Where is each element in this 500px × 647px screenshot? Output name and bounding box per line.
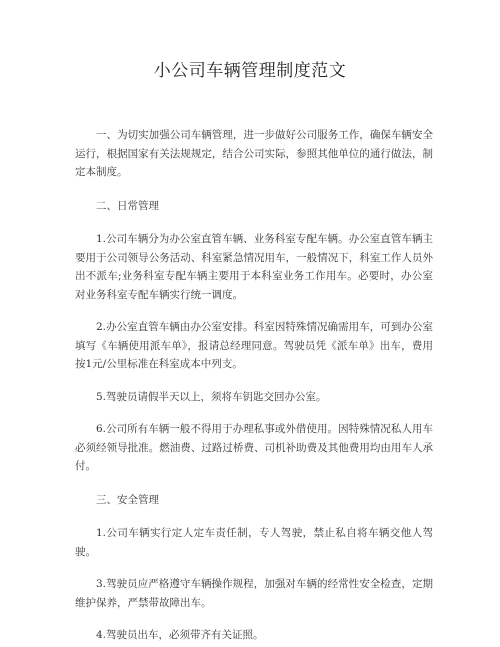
document-body: [75, 126, 433, 645]
paragraph-daily-5: 5.驾驶员请假半天以上，须将车钥匙交回办公室。: [96, 390, 327, 403]
paragraph-safety-3: 3.驾驶员应严格遵守车辆操作规程，加强对车辆的经常性安全检查，定期维护保养，严禁带故障出车。: [75, 578, 433, 609]
paragraph-daily-2: 2.办公室直管车辆由办公室安排。科室因特殊情况确需用车，可到办公室填写《车辆使用派车单》，报请总经理同意。驾驶员凭《派车单》出车，费用按1元/公里标准在科室成本中列支。: [75, 321, 433, 370]
paragraph-daily-1: 1.公司车辆分为办公室直管车辆、业务科室专配车辆。办公室直管车辆主要用于公司领导公务活动、科室紧急情况用车，一般情况下，科室工作人员外出不派车;业务科室专配车辆主要用于本科室业务工作用车。必要时，办公室对业务科室专配车辆实行统一调度。: [75, 233, 433, 301]
paragraph-safety-1: 1.公司车辆实行定人定车责任制，专人驾驶，禁止私自将车辆交他人驾驶。: [75, 527, 433, 558]
paragraph-safety-4: 4.驾驶员出车，必须带齐有关证照。: [96, 629, 264, 641]
section-heading-safety-management: 三、安全管理: [96, 493, 159, 506]
section-heading-daily-management: 二、日常管理: [96, 199, 159, 212]
paragraph-daily-6: 6.公司所有车辆一般不得用于办理私事或外借使用。因特殊情况私人用车必须经领导批准。燃油费、过路过桥费、司机补助费及其他费用均由用车人承付。: [75, 423, 433, 472]
document-title: 小公司车辆管理制度范文: [153, 61, 347, 81]
paragraph-intro: 一、为切实加强公司车辆管理，进一步做好公司服务工作，确保车辆安全运行，根据国家有关法规规定，结合公司实际，参照其他单位的通行做法，制定本制度。: [75, 129, 433, 178]
